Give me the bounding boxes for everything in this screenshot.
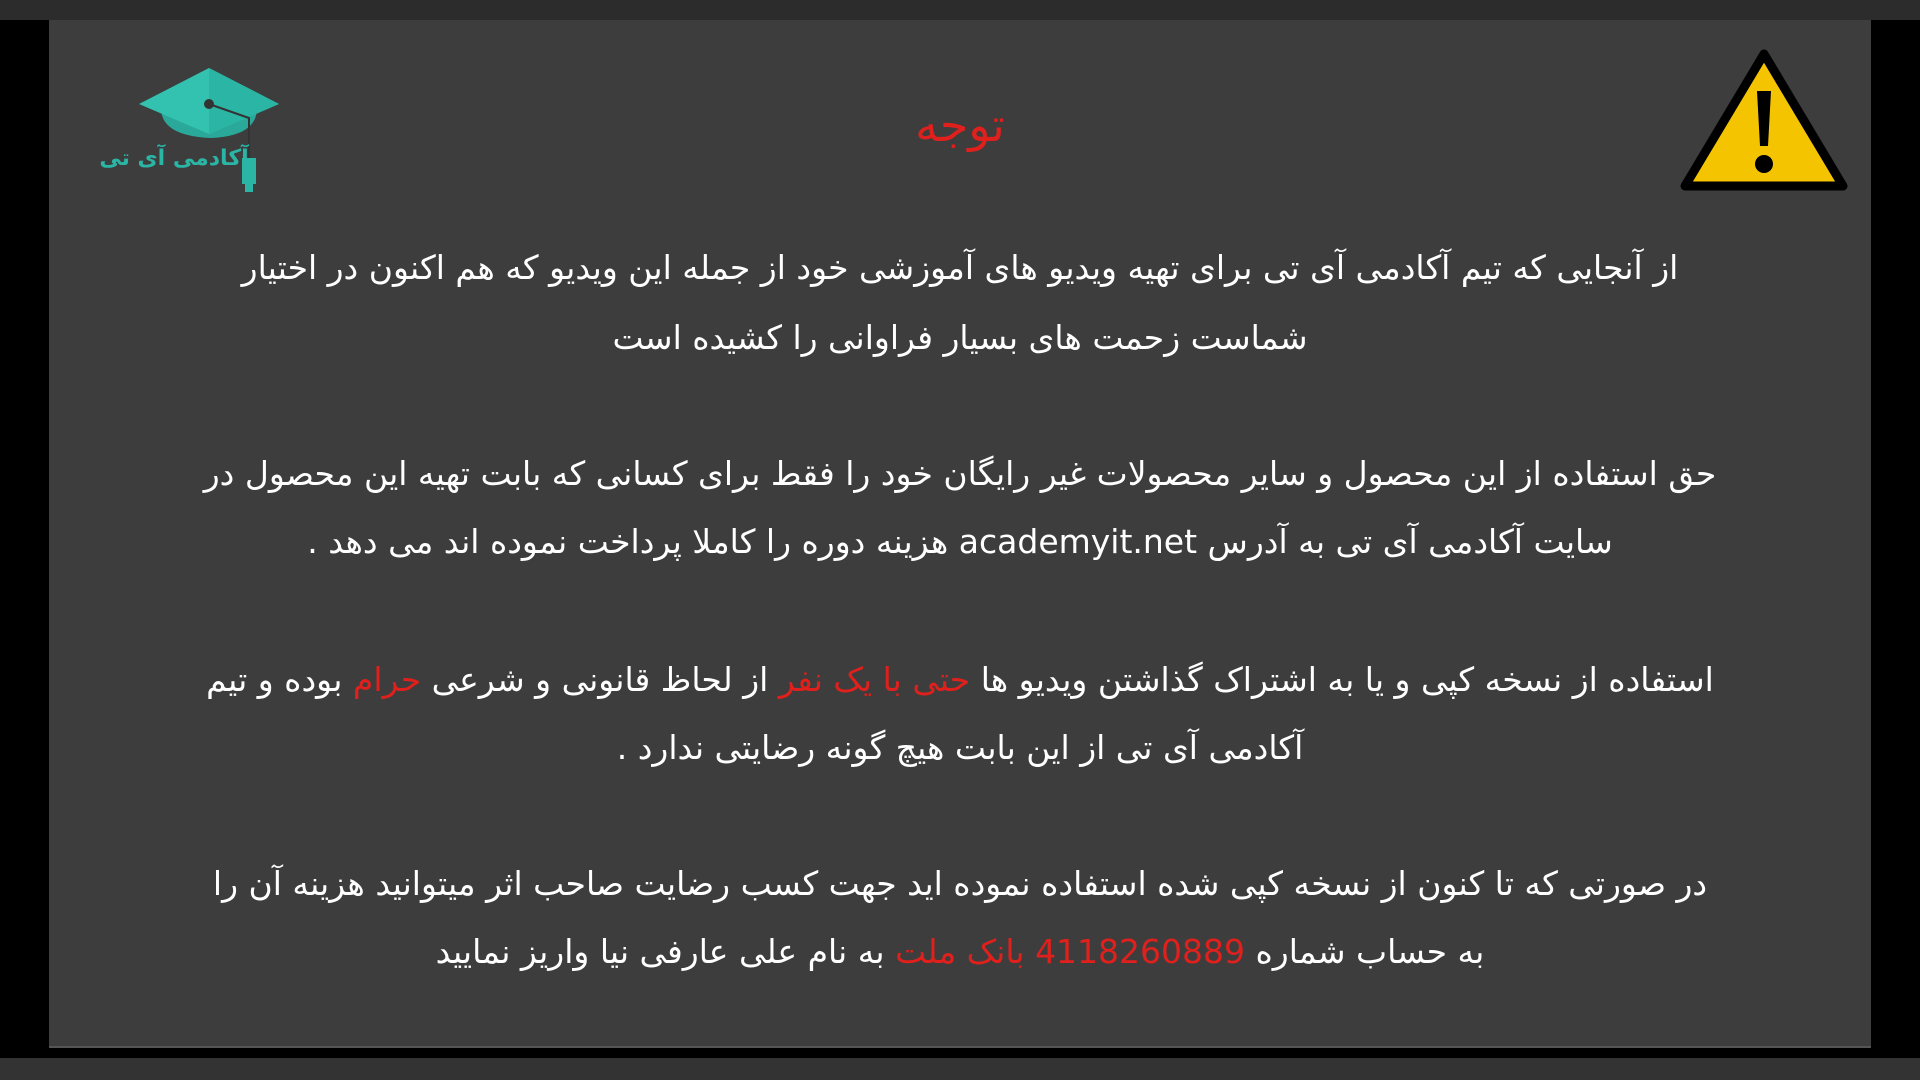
paragraph-2-line-1: حق استفاده از این محصول و سایر محصولات غیر رایگان خود را فقط برای کسانی که بابت تهیه این محصول در [203, 454, 1717, 493]
top-bar [0, 0, 1920, 20]
paragraph-1-line-2: شماست زحمت های بسیار فراوانی را کشیده است [612, 318, 1308, 357]
paragraph-3-line-1 [49, 656, 1871, 704]
highlight-text: حتی با یک نفر [778, 660, 971, 699]
text: به حساب شماره [1245, 932, 1485, 971]
highlight-text: حرام [352, 660, 422, 699]
warning-triangle-icon [1679, 46, 1849, 196]
logo-text: آکادمی آی تی [99, 146, 249, 171]
paragraph-3-line-2: آکادمی آی تی از این بابت هیچ گونه رضایتی ندارد . [616, 728, 1304, 767]
bank-name: بانک ملت [895, 932, 1036, 971]
paragraph-1-line-1: از آنجایی که تیم آکادمی آی تی برای تهیه ویدیو های آموزشی خود از جمله این ویدیو که هم اکنون در اختیار [241, 248, 1679, 287]
text: بوده و تیم [206, 660, 353, 699]
text: به نام علی عارفی نیا واریز نمایید [435, 932, 896, 971]
paragraph-2-line-2 [49, 518, 1871, 566]
text: هزینه دوره را کاملا پرداخت نموده اند می دهد . [307, 522, 959, 561]
text: سایت آکادمی آی تی به آدرس [1197, 522, 1613, 561]
paragraph-4-line-1: در صورتی که تا کنون از نسخه کپی شده استفاده نموده اید جهت کسب رضایت صاحب اثر میتوانید هزینه آن را [212, 864, 1708, 903]
bottom-bar [0, 1058, 1920, 1080]
notice-title: توجه [915, 98, 1005, 152]
website-address: academyit.net [958, 522, 1198, 561]
text: از لحاظ قانونی و شرعی [421, 660, 779, 699]
paragraph-4-line-2 [49, 928, 1871, 976]
text: استفاده از نسخه کپی و یا به اشتراک گذاشتن ویدیو ها [970, 660, 1714, 699]
account-number: 4118260889 [1035, 932, 1246, 971]
notice-slide [49, 20, 1871, 1048]
